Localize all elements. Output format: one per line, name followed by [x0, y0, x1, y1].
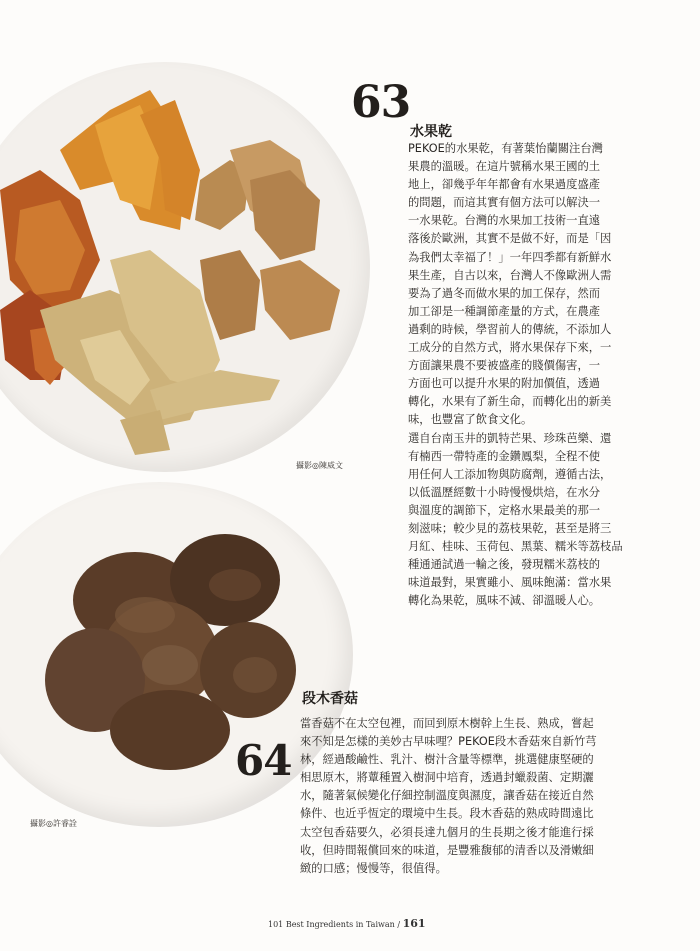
text-line: 水，隨著氣候變化仔細控制溫度與濕度，讓香菇在接近自然: [300, 789, 594, 803]
text-line: 來不知是怎樣的美妙古早味哩？PEKOE段木香菇來自新竹芎: [300, 735, 597, 749]
text-line: 以低溫歷經數十小時慢慢烘焙，在水分: [408, 485, 601, 499]
text-line: 為我們太幸福了！」一年四季都有新鮮水: [408, 250, 612, 264]
text-line: 果農的溫暖。在這片號稱水果王國的土: [408, 160, 601, 174]
page-footer: [268, 917, 426, 930]
item-number-64: 64: [235, 736, 292, 785]
text-line: 的問題，而這其實有個方法可以解決一: [408, 196, 601, 210]
photo-credit-dried-fruit: 攝影◎陳威文: [296, 461, 343, 470]
text-line: 有楠西一帶特產的金鑽鳳梨，全程不使: [408, 449, 601, 463]
text-line: 一水果乾。台灣的水果加工技術一直遠: [408, 214, 601, 228]
text-line: 收，但時間報償回來的味道，是豐雅馥郁的清香以及滑嫩細: [300, 843, 594, 857]
text-line: 要為了過冬而做水果的加工保存，然而: [408, 286, 601, 300]
text-line: 工成分的自然方式，將水果保存下來，一: [408, 341, 612, 355]
text-line: 方面也可以提升水果的附加價值，透過: [408, 377, 601, 391]
text-line: 方面讓果農不要被盛產的賤價傷害，一: [408, 359, 601, 373]
book-title: 101 Best Ingredients in Taiwan /: [268, 920, 401, 929]
body-text-mushroom: [300, 715, 640, 878]
text-line: 用任何人工添加物與防腐劑，遵循古法，: [408, 467, 612, 481]
text-line: 當香菇不在太空包裡，而回到原木樹幹上生長、熟成，嘗起: [300, 717, 594, 730]
text-line: 緻的口感；慢慢等，很值得。: [300, 861, 447, 875]
page-number: 161: [402, 917, 426, 930]
dried-fruit-illustration: [0, 60, 370, 470]
text-line: 加工卻是一種調節產量的方式，在農產: [408, 304, 601, 318]
text-line: 條件、也近乎恆定的環境中生長。段木香菇的熟成時間遠比: [300, 807, 594, 821]
text-line: 與溫度的調節下，定格水果最美的那一: [408, 503, 601, 517]
text-line: 過剩的時候，學習前人的傳統，不添加人: [408, 322, 612, 336]
text-line: 轉化，水果有了新生命，而轉化出的新美: [408, 395, 612, 409]
text-line: 轉化為果乾，風味不減、卻溫暖人心。: [408, 594, 601, 608]
text-line: 味，也豐富了飲食文化。: [408, 413, 533, 427]
text-line: 果生產，自古以來，台灣人不像歐洲人需: [408, 268, 612, 282]
text-line: 刻滋味；較少見的荔枝果乾，甚至是將三: [408, 521, 612, 535]
text-line: 落後於歐洲，其實不是做不好，而是「因: [408, 232, 612, 246]
text-line: 相思原木，將蕈種置入樹洞中培育，透過封蠟殺菌、定期灑: [300, 771, 594, 785]
text-line: 種通通試過一輪之後，發現糯米荔枝的: [408, 558, 601, 572]
body-text-dried-fruit: [408, 140, 633, 610]
item-title-mushroom: 段木香菇: [302, 691, 358, 707]
photo-credit-mushroom: 攝影◎許睿詮: [30, 819, 77, 828]
item-title-dried-fruit: 水果乾: [410, 124, 452, 140]
item-number-63: 63: [351, 77, 411, 128]
text-line: PEKOE的水果乾，有著葉怡蘭關注台灣: [408, 142, 603, 155]
text-line: 林，經過酸鹼性、乳汁、樹汁含量等標準，挑選健康堅硬的: [300, 753, 594, 767]
text-line: 月紅、桂味、玉荷包、黑葉、糯米等荔枝品: [408, 540, 623, 554]
text-line: 地上，卻幾乎年年都會有水果過度盛產: [408, 178, 601, 192]
text-line: 味道最對，果實雖小、風味飽滿：當水果: [408, 576, 612, 590]
text-line: 選自台南玉井的凱特芒果、珍珠芭樂、還: [408, 431, 612, 445]
text-line: 太空包香菇要久，必須長達九個月的生長期之後才能進行採: [300, 825, 594, 839]
